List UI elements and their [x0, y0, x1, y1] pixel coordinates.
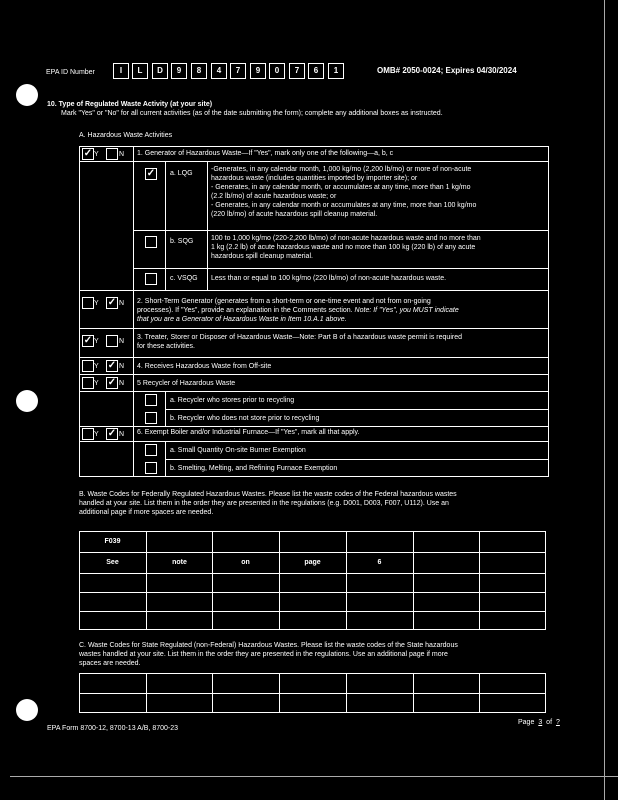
- boiler-a-label: a. Small Quantity On-site Burner Exemption: [170, 447, 306, 454]
- sub-divider: [207, 161, 208, 290]
- row-divider: [79, 328, 549, 329]
- section-10-instruction: Mark "Yes" or "No" for all current activities (as of the date submitting the form); complete any additional boxes as instructed.: [61, 110, 443, 117]
- grid-line: [279, 531, 280, 630]
- recycler-yes-checkbox[interactable]: [82, 377, 94, 389]
- boiler-yes-checkbox[interactable]: [82, 428, 94, 440]
- recycler-a-label: a. Recycler who stores prior to recycling: [170, 397, 295, 404]
- section-10-title: 10. Type of Regulated Waste Activity (at your site): [47, 101, 213, 108]
- short-term-line: processes). If "Yes", provide an explanation in the Comments section.: [137, 307, 353, 314]
- grid-line: [479, 531, 480, 630]
- short-term-text: [137, 297, 459, 324]
- boiler-b-label: b. Smelting, Melting, and Refining Furnace Exemption: [170, 465, 338, 472]
- vsqg-checkbox[interactable]: [145, 273, 157, 285]
- section-c-line: wastes handled at your site. List them in the order they are presented in the regulations. Use an additional page if more: [79, 651, 448, 658]
- section-b-line: B. Waste Codes for Federally Regulated Hazardous Wastes. Please list the waste codes of the Federal hazardous wastes: [79, 491, 457, 498]
- epa-id-char-box[interactable]: 7: [289, 63, 305, 79]
- epa-id-char-box[interactable]: 9: [250, 63, 266, 79]
- short-term-line: that you are a Generator of Hazardous Waste in Item 10.A.1 above.: [137, 316, 347, 323]
- section-c-line: spaces are needed.: [79, 660, 141, 667]
- short-term-no-label: N: [119, 300, 125, 307]
- tsd-yes-checkbox[interactable]: ✓: [83, 335, 93, 346]
- page-label: Page: [518, 719, 535, 726]
- grid-line: [79, 552, 546, 553]
- receives-yes-label: Y: [94, 363, 99, 370]
- grid-line: [413, 531, 414, 630]
- boiler-yes-label: Y: [94, 431, 99, 438]
- recycler-no-checkbox[interactable]: ✓: [107, 377, 117, 388]
- generator-no-label: N: [119, 151, 125, 158]
- recycler-yes-label: Y: [94, 380, 99, 387]
- sub-divider: [165, 441, 166, 477]
- page-number[interactable]: 3: [538, 719, 543, 726]
- sqg-description: [211, 234, 481, 261]
- short-term-no-checkbox[interactable]: ✓: [107, 297, 117, 308]
- punch-hole-middle: [16, 390, 38, 412]
- grid-line: [79, 611, 546, 612]
- sqg-line: hazardous spill cleanup material.: [211, 253, 313, 260]
- epa-id-char-box[interactable]: L: [132, 63, 148, 79]
- recycler-no-label: N: [119, 380, 125, 387]
- punch-hole-bottom: [16, 699, 38, 721]
- row-divider: [79, 161, 549, 162]
- receives-no-checkbox[interactable]: ✓: [107, 360, 117, 371]
- row-divider: [79, 441, 549, 442]
- recycler-b-checkbox[interactable]: [145, 412, 157, 424]
- grid-line: [79, 693, 546, 694]
- lqg-line: -Generates, in any calendar month, 1,000 kg/mo (2,200 lb/mo) or more of non-acute: [211, 166, 472, 173]
- short-term-yes-checkbox[interactable]: [82, 297, 94, 309]
- boiler-a-checkbox[interactable]: [145, 444, 157, 456]
- row-divider: [165, 459, 549, 460]
- omb-number: OMB# 2050-0024; Expires 04/30/2024: [377, 66, 517, 75]
- receives-text: 4. Receives Hazardous Waste from Off-site: [137, 363, 272, 370]
- form-number: EPA Form 8700-12, 8700-13 A/B, 8700-23: [47, 725, 179, 732]
- lqg-description: [211, 165, 476, 219]
- row-divider: [79, 426, 549, 427]
- lqg-line: (2.2 lb/mo) of acute hazardous waste; or: [211, 193, 337, 200]
- short-term-note: Note: If "Yes", you MUST indicate: [352, 307, 459, 314]
- row-divider: [79, 290, 549, 291]
- lqg-checkbox[interactable]: ✓: [146, 168, 156, 179]
- lqg-line: (220 lb/mo) of acute hazardous spill cleanup material.: [211, 211, 378, 218]
- grid-line: [146, 531, 147, 630]
- row-divider: [79, 391, 549, 392]
- tsd-line: for these activities.: [137, 343, 195, 350]
- page-edge-bottom: [10, 776, 618, 777]
- federal-code-cell[interactable]: 6: [377, 559, 382, 566]
- row-divider: [165, 409, 549, 410]
- epa-id-char-box[interactable]: 9: [171, 63, 187, 79]
- federal-code-cell[interactable]: See: [106, 559, 119, 566]
- receives-yes-checkbox[interactable]: [82, 360, 94, 372]
- receives-no-label: N: [119, 363, 125, 370]
- vsqg-description: Less than or equal to 100 kg/mo (220 lb/mo) of non-acute hazardous waste.: [211, 275, 447, 282]
- generator-yes-checkbox[interactable]: ✓: [83, 148, 93, 159]
- epa-id-char-box[interactable]: 7: [230, 63, 246, 79]
- boiler-text: 6. Exempt Boiler and/or Industrial Furnace—If "Yes", mark all that apply.: [137, 429, 360, 436]
- grid-line: [79, 573, 546, 574]
- recycler-b-label: b. Recycler who does not store prior to recycling: [170, 415, 320, 422]
- tsd-no-checkbox[interactable]: [106, 335, 118, 347]
- generator-yes-label: Y: [94, 151, 99, 158]
- row-divider: [133, 268, 549, 269]
- sub-divider: [165, 391, 166, 426]
- sqg-line: 100 to 1,000 kg/mo (220-2,200 lb/mo) of non-acute hazardous waste and no more than: [211, 235, 481, 242]
- tsd-no-label: N: [119, 338, 125, 345]
- generator-text: 1. Generator of Hazardous Waste—If "Yes", mark only one of the following—a, b, c: [137, 150, 394, 157]
- page-total[interactable]: ?: [555, 719, 560, 726]
- generator-no-checkbox[interactable]: [106, 148, 118, 160]
- section-b-line: handled at your site. List them in the order they are presented in the regulations (e.g. D001, D003, F007, U112). Use an: [79, 500, 449, 507]
- tsd-line: 3. Treater, Storer or Disposer of Hazardous Waste—Note: Part B of a hazardous waste permit is required: [137, 334, 462, 341]
- lqg-line: - Generates, in any calendar month or accumulates at any time, more than 100 kg/mo: [211, 202, 477, 209]
- short-term-line: 2. Short-Term Generator (generates from a short-term or one-time event and not from on-going: [137, 298, 431, 305]
- sqg-checkbox[interactable]: [145, 236, 157, 248]
- lqg-label: a. LQG: [170, 170, 193, 177]
- section-b-heading: [79, 490, 457, 517]
- boiler-b-checkbox[interactable]: [145, 462, 157, 474]
- epa-id-char-box[interactable]: 4: [211, 63, 227, 79]
- section-b-line: additional page if more spaces are needed.: [79, 509, 214, 516]
- tsd-yes-label: Y: [94, 338, 99, 345]
- page-indicator: [518, 718, 562, 727]
- recycler-text: 5 Recycler of Hazardous Waste: [137, 380, 236, 387]
- epa-id-char-box[interactable]: I: [113, 63, 129, 79]
- lqg-line: hazardous waste (includes quantities imported by importer site); or: [211, 175, 418, 182]
- epa-id-char-box[interactable]: 8: [191, 63, 207, 79]
- epa-id-char-box[interactable]: 6: [308, 63, 324, 79]
- federal-code-cell[interactable]: on: [241, 559, 250, 566]
- recycler-a-checkbox[interactable]: [145, 394, 157, 406]
- row-divider: [133, 230, 549, 231]
- section-c-heading: [79, 641, 458, 668]
- federal-code-cell[interactable]: F039: [104, 538, 121, 545]
- epa-id-char-box[interactable]: D: [152, 63, 168, 79]
- sqg-line: 1 kg (2.2 lb) of acute hazardous waste and no more than 100 kg (220 lb) of any acute: [211, 244, 476, 251]
- punch-hole-top: [16, 84, 38, 106]
- epa-id-label: EPA ID Number: [46, 69, 95, 76]
- epa-id-char-box[interactable]: 0: [269, 63, 285, 79]
- page-edge-right: [604, 0, 605, 800]
- section-c-line: C. Waste Codes for State Regulated (non-Federal) Hazardous Wastes. Please list the waste codes of the State hazardous: [79, 642, 458, 649]
- federal-code-cell[interactable]: page: [304, 559, 321, 566]
- lqg-line: - Generates, in any calendar month, or accumulates at any time, more than 1 kg/mo: [211, 184, 471, 191]
- sub-divider: [165, 161, 166, 290]
- subheading-a: A. Hazardous Waste Activities: [79, 132, 173, 139]
- federal-grid-frame: [79, 531, 546, 630]
- epa-id-char-box[interactable]: 1: [328, 63, 344, 79]
- row-divider: [79, 357, 549, 358]
- grid-line: [212, 531, 213, 630]
- grid-line: [79, 592, 546, 593]
- grid-line: [346, 531, 347, 630]
- boiler-no-label: N: [119, 431, 125, 438]
- federal-code-cell[interactable]: note: [172, 559, 187, 566]
- of-label: of: [546, 719, 553, 726]
- row-divider: [79, 374, 549, 375]
- boiler-no-checkbox[interactable]: ✓: [107, 428, 117, 439]
- tsd-text: [137, 333, 462, 351]
- table-divider: [133, 146, 134, 477]
- sqg-label: b. SQG: [170, 238, 194, 245]
- vsqg-label: c. VSQG: [170, 275, 198, 282]
- short-term-yes-label: Y: [94, 300, 99, 307]
